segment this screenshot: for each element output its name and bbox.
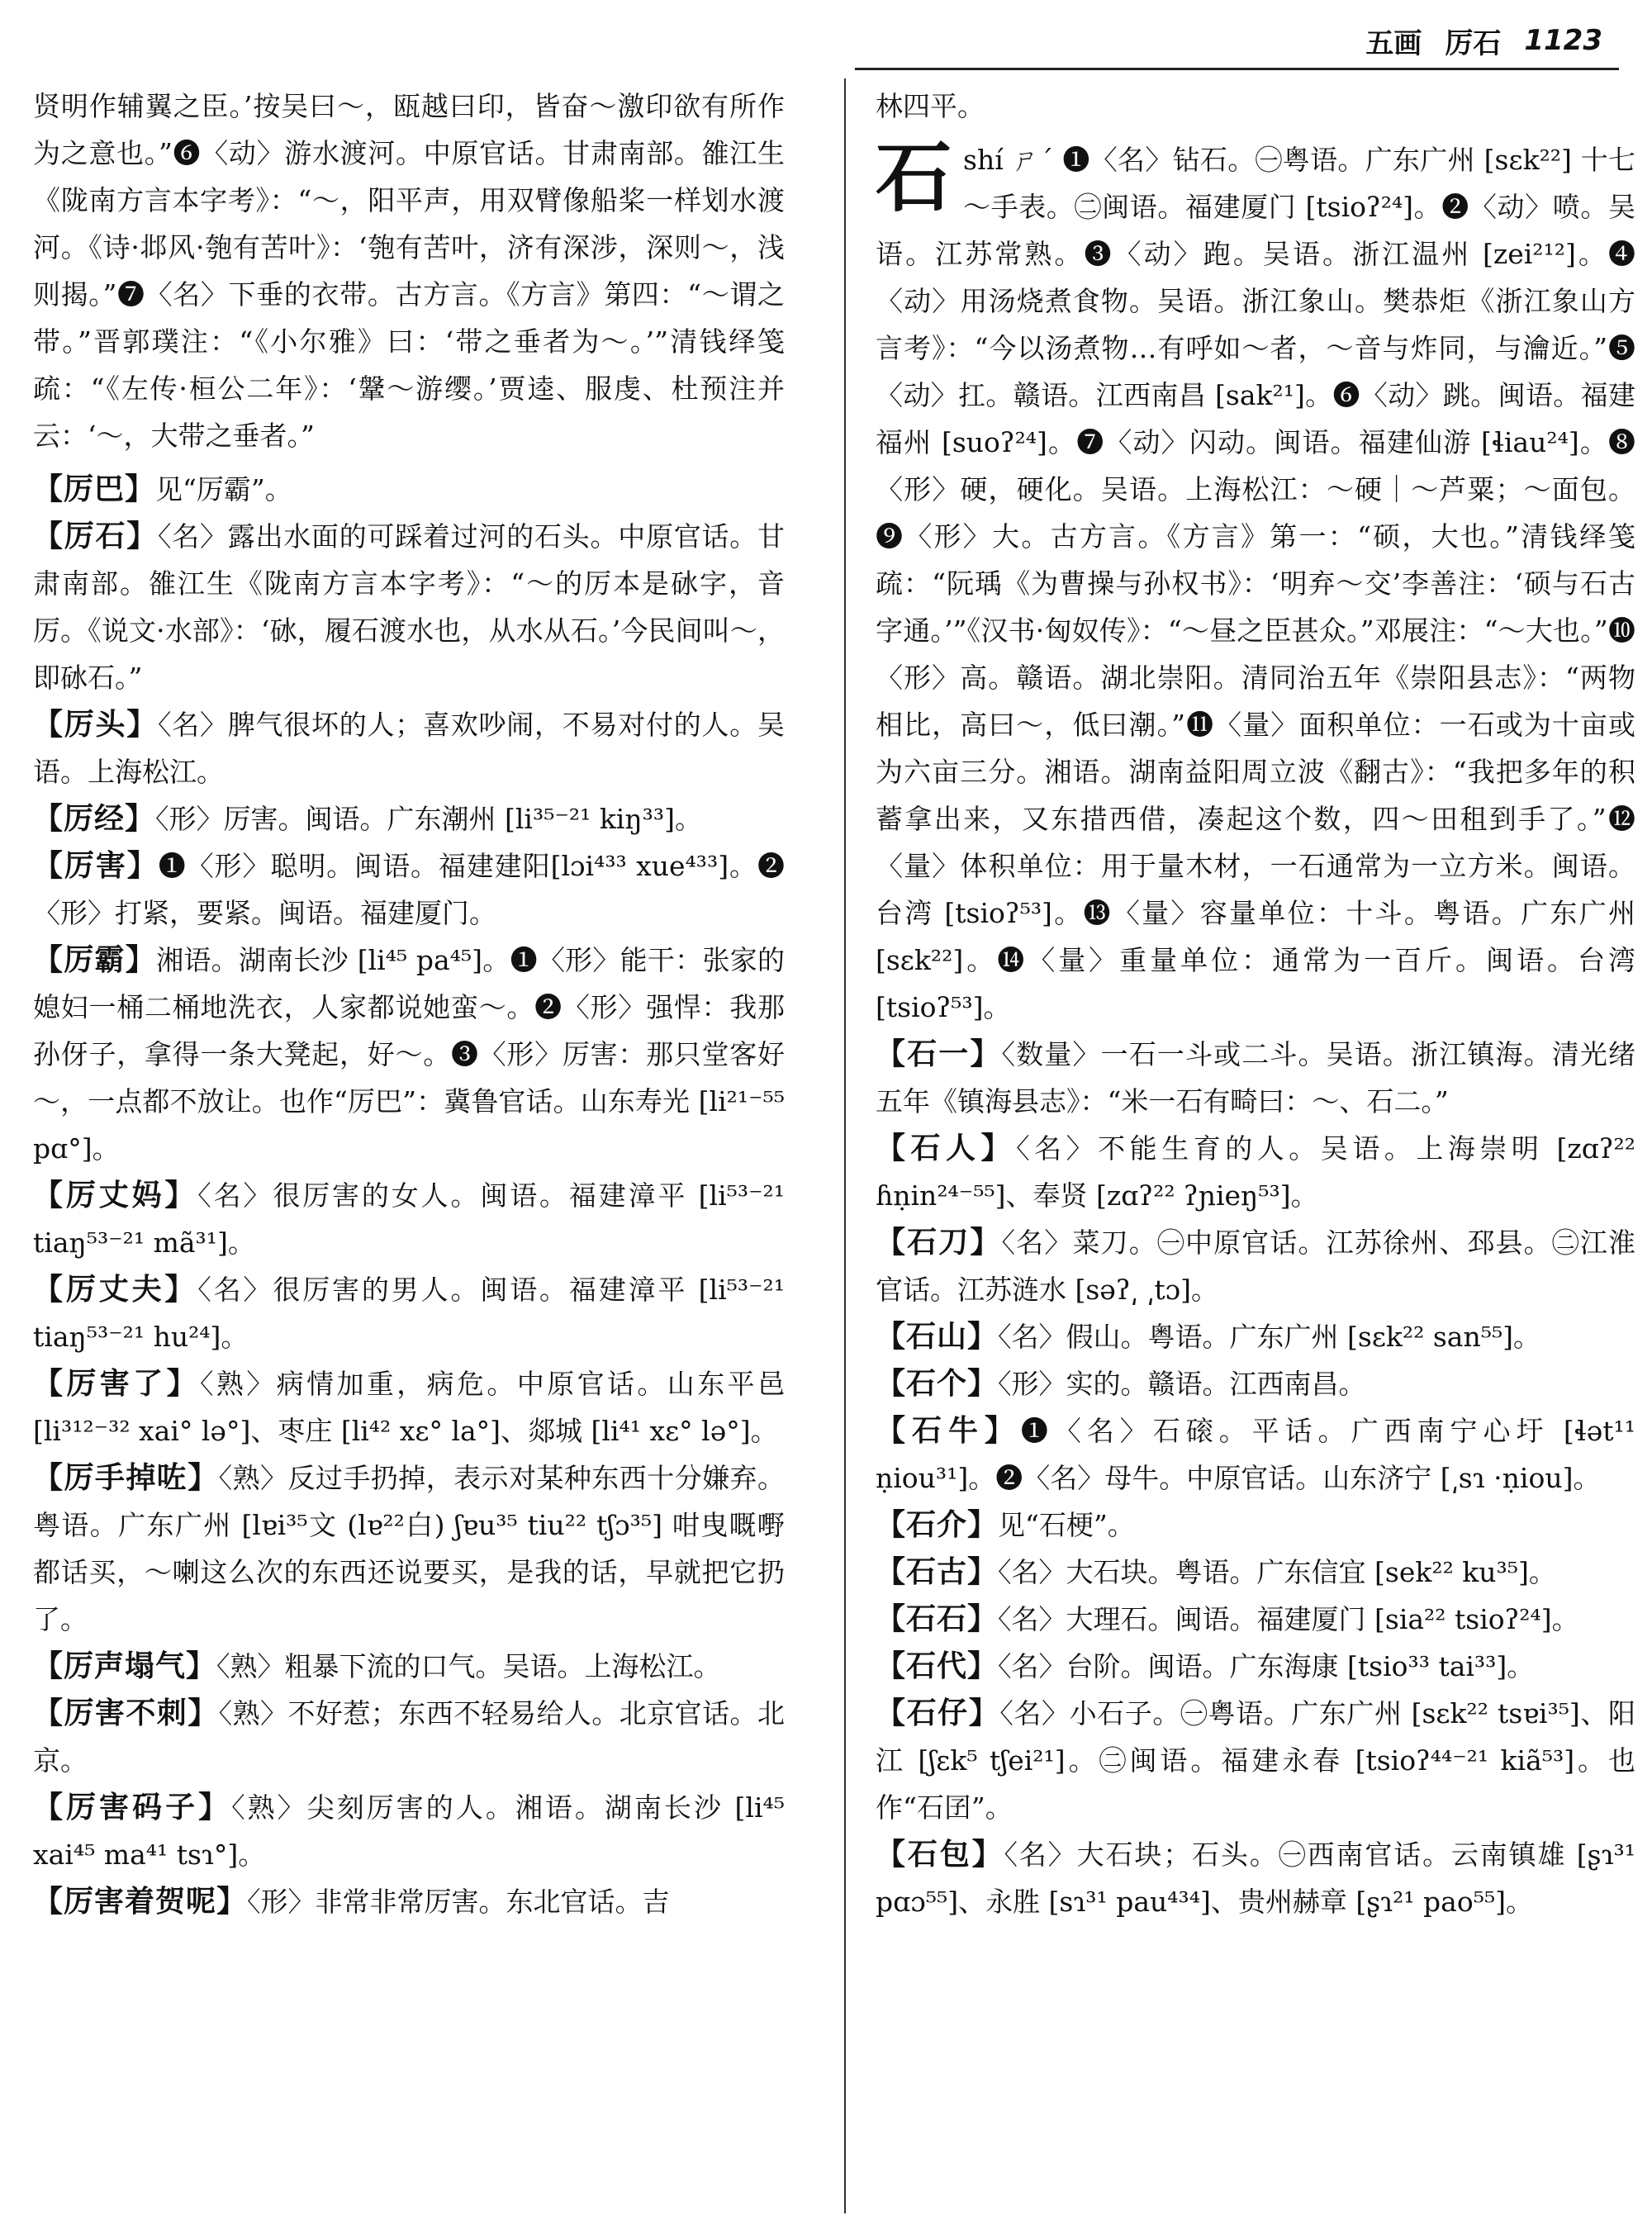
entry-definition: 〈熟〉不好惹；东西不轻易给人。北京官话。北京。	[33, 1697, 785, 1777]
dictionary-entry	[33, 1360, 785, 1454]
entry-definition: 〈名〉假山。粤语。广东广州 [sɛk²² san⁵⁵]。	[998, 1321, 1541, 1353]
dictionary-entry	[33, 701, 785, 795]
entry-headword: 【厉害不刺】	[33, 1696, 219, 1730]
entry-definition: 〈名〉很厉害的女人。闽语。福建漳平 [li⁵³⁻²¹ tiaŋ⁵³⁻²¹ mã³¹]。	[33, 1179, 785, 1259]
main-headword-char: 石	[876, 133, 952, 222]
entry-headword: 【厉丈夫】	[33, 1272, 198, 1307]
dictionary-entry	[33, 1878, 785, 1925]
dictionary-entry	[876, 1690, 1635, 1831]
entry-headword: 【厉害】	[33, 848, 159, 883]
entry-definition: 〈名〉露出水面的可踩着过河的石头。中原官话。甘肃南部。雒江生《陇南方言本字考》：“～的厉本是砅字，音厉。《说文·水部》：‘砅，履石渡水也，从水从石。’今民间叫～，即砅石。”	[33, 520, 785, 694]
entry-headword: 【厉害码子】	[33, 1790, 232, 1824]
entry-definition: ❶〈形〉聪明。闽语。福建建阳[lɔi⁴³³ xue⁴³³]。❷〈形〉打紧，要紧。闽语。福建厦门。	[33, 850, 785, 929]
entry-definition: 〈形〉非常非常厉害。东北官话。吉	[247, 1886, 670, 1918]
dictionary-entry	[33, 1266, 785, 1360]
entry-headword: 【石古】	[876, 1554, 999, 1589]
entry-headword: 【厉声塌气】	[33, 1649, 217, 1683]
dictionary-entry	[33, 1643, 785, 1690]
entry-headword: 【厉手掉咗】	[33, 1460, 219, 1495]
entry-headword: 【厉巴】	[33, 472, 156, 506]
entry-definition: 〈熟〉尖刻厉害的人。湘语。湖南长沙 [li⁴⁵ xai⁴⁵ ma⁴¹ tsɿ°]。	[33, 1791, 785, 1871]
entry-headword: 【石刀】	[876, 1225, 1002, 1260]
entry-definition: 〈名〉很厉害的男人。闽语。福建漳平 [li⁵³⁻²¹ tiaŋ⁵³⁻²¹ hu²⁴]。	[33, 1274, 785, 1353]
dictionary-entry	[876, 1596, 1635, 1643]
entry-definition: 〈数量〉一石一斗或二斗。吴语。浙江镇海。清光绪五年《镇海县志》：“米一石有畸曰：～、石二。”	[876, 1038, 1635, 1117]
dictionary-entry	[33, 1690, 785, 1784]
entry-definition: 〈名〉脾气很坏的人；喜欢吵闹，不易对付的人。吴语。上海松江。	[33, 709, 785, 788]
entry-headword: 【厉害了】	[33, 1366, 200, 1401]
entry-headword: 【石介】	[876, 1507, 999, 1542]
column-divider	[844, 78, 846, 2213]
dictionary-entry	[33, 466, 785, 513]
main-entry-text: shí ㄕˊ ❶〈名〉钻石。㊀粤语。广东广州 [sɛk²²] 十七～手表。㊁闽语。福建厦门 [tsioʔ²⁴]。❷〈动〉喷。吴语。江苏常熟。❸〈动〉跑。吴语。浙江温州 [zei²¹²]。❹〈动〉用汤烧煮食物。吴语。浙江象山。樊恭炬《浙江象山方言考》：“今以汤煮物…有呼如～者，～音与炸同，与瀹近。”❺〈动〉扛。赣语。江西南昌 [sak²¹]。❻〈动〉跳。闽语。福建福州 [suoʔ²⁴]。❼〈动〉闪动。闽语。福建仙游 [ɬiau²⁴]。❽〈形〉硬，硬化。吴语。上海松江：～硬｜～芦粟；～面包。❾〈形〉大。古方言。《方言》第一：“硕，大也。”清钱绎笺疏：“阮瑀《为曹操与孙权书》：‘明弃～交’李善注：‘硕与石古字通。’”《汉书·匈奴传》：“～昼之臣甚众。”邓展注：“～大也。”❿〈形〉高。赣语。湖北崇阳。清同治五年《崇阳县志》：“两物相比，高曰～，低曰潮。”⓫〈量〉面积单位：一石或为十亩或为六亩三分。湘语。湖南益阳周立波《翻古》：“我把多年的积蓄拿出来，又东措西借，凑起这个数，四～田租到手了。”⓬〈量〉体积单位：用于量木材，一石通常为一立方米。闽语。台湾 [tsioʔ⁵³]。⓭〈量〉容量单位：十斗。粤语。广东广州 [sɛk²²]。⓮〈量〉重量单位：通常为一百斤。闽语。台湾 [tsioʔ⁵³]。	[876, 144, 1635, 1023]
dictionary-entry	[33, 513, 785, 701]
entry-headword: 【石一】	[876, 1037, 1002, 1071]
dictionary-entry	[876, 1219, 1635, 1313]
page-number: 1123	[1524, 24, 1602, 57]
dictionary-entry	[876, 1643, 1635, 1690]
entry-definition: 〈熟〉反过手扔掉，表示对某种东西十分嫌弃。粤语。广东广州 [lɐi³⁵文 (lɐ²²白) ʃɐu³⁵ tiu²² tʃɔ³⁵] 咁曳嘅嘢都话买，～喇这么次的东西还说要买，是我的话，早就把它扔了。	[33, 1462, 785, 1635]
dictionary-entry	[33, 842, 785, 937]
dictionary-entry	[876, 1502, 1635, 1549]
entry-headword: 【厉经】	[33, 801, 156, 836]
dictionary-entry	[33, 937, 785, 1172]
dictionary-entry	[876, 1831, 1635, 1925]
dictionary-entry	[33, 1454, 785, 1643]
entry-definition: 〈形〉厉害。闽语。广东潮州 [li³⁵⁻²¹ kiŋ³³]。	[155, 803, 702, 835]
entry-headword: 【石包】	[876, 1837, 1004, 1872]
section-label: 五画	[1365, 26, 1422, 60]
dictionary-entry	[876, 1549, 1635, 1596]
entry-definition: 〈名〉大石块。粤语。广东信宜 [sek²² ku³⁵]。	[998, 1556, 1556, 1588]
entry-definition: 〈形〉实的。赣语。江西南昌。	[998, 1368, 1366, 1400]
entry-definition: ❶〈名〉石磙。平话。广西南宁心圩 [ɬət¹¹ ṇiou³¹]。❷〈名〉母牛。中原官话。山东济宁 [͵sɿ ·ṇiou]。	[876, 1415, 1635, 1494]
right-column	[876, 83, 1635, 1925]
entry-definition: 〈名〉菜刀。㊀中原官话。江苏徐州、邳县。㊁江淮官话。江苏涟水 [səʔ͵ ͵tɔ]。	[876, 1226, 1635, 1306]
dictionary-entry	[33, 1172, 785, 1266]
entry-definition: 见“石梗”。	[998, 1509, 1135, 1541]
entry-definition: 见“厉霸”。	[155, 473, 292, 505]
entry-definition: 湘语。湖南长沙 [li⁴⁵ pa⁴⁵]。❶〈形〉能干：张家的媳妇一桶二桶地洗衣，人家都说她蛮～。❷〈形〉强悍：我那孙伢子，拿得一条大凳起，好～。❸〈形〉厉害：那只堂客好～，一点都不放让。也作“厉巴”：冀鲁官话。山东寿光 [li²¹⁻⁵⁵ pɑ°]。	[33, 944, 785, 1165]
entry-definition: 〈熟〉粗暴下流的口气。吴语。上海松江。	[216, 1650, 721, 1682]
entry-headword: 【石石】	[876, 1601, 999, 1636]
entry-headword: 【厉丈妈】	[33, 1178, 198, 1212]
dictionary-entry	[876, 1031, 1635, 1125]
left-column	[33, 83, 785, 1925]
entry-headword: 【石代】	[876, 1649, 999, 1683]
continuation-text: 林四平。	[876, 90, 985, 122]
entry-headword: 【厉霸】	[33, 942, 157, 977]
continuation-text: 贤明作辅翼之臣。’按吴曰～，瓯越曰印，皆奋～激印欲有所作为之意也。”❻〈动〉游水渡河。中原官话。甘肃南部。雒江生《陇南方言本字考》：“～，阳平声，用双臂像船桨一样划水渡河。《诗·邶风·匏有苦叶》：‘匏有苦叶，济有深涉，深则～，浅则揭。”❼〈名〉下垂的衣带。古方言。《方言》第四：“～谓之带。”晋郭璞注：“《小尔雅》曰：‘带之垂者为～。’”清钱绎笺疏：“《左传·桓公二年》：‘鞶～游缨。’贾逵、服虔、杜预注并云：‘～，大带之垂者。”	[33, 90, 785, 452]
entry-definition: 〈名〉不能生育的人。吴语。上海崇明 [zɑʔ²² ɦṇin²⁴⁻⁵⁵]、奉贤 [zɑʔ²² ʔɲieŋ⁵³]。	[876, 1132, 1635, 1212]
dictionary-entry	[876, 1407, 1635, 1502]
entry-headword: 【厉头】	[33, 707, 158, 742]
entry-headword: 【厉石】	[33, 519, 158, 553]
running-headwords: 厉石	[1445, 26, 1502, 60]
entry-headword: 【石山】	[876, 1319, 999, 1354]
entry-headword: 【石个】	[876, 1366, 999, 1401]
dictionary-entry	[876, 1125, 1635, 1219]
entry-headword: 【石牛】	[876, 1413, 1021, 1448]
entry-headword: 【厉害着贺呢】	[33, 1884, 248, 1919]
entry-definition: 〈名〉台阶。闽语。广东海康 [tsio³³ tai³³]。	[998, 1650, 1535, 1682]
entry-headword: 【石人】	[876, 1131, 1017, 1165]
main-entry	[876, 133, 1635, 1031]
entry-definition: 〈名〉大理石。闽语。福建厦门 [sia²² tsioʔ²⁴]。	[998, 1603, 1579, 1635]
dictionary-entry	[33, 1784, 785, 1878]
entry-definition: 〈名〉小石子。㊀粤语。广东广州 [sɛk²² tsɐi³⁵]、阳江 [ʃɛk⁵ tʃei²¹]。㊁闽语。福建永春 [tsioʔ⁴⁴⁻²¹ kiã⁵³]。也作“石囝”。	[876, 1697, 1635, 1824]
page-header	[859, 17, 1602, 64]
entry-definition: 〈熟〉病情加重，病危。中原官话。山东平邑 [li³¹²⁻³² xai° lə°]、枣庄 [li⁴² xɛ° la°]、郯城 [li⁴¹ xɛ° lə°]。	[33, 1368, 785, 1447]
entry-definition: 〈名〉大石块；石头。㊀西南官话。云南镇雄 [ʂɿ³¹ pɑɔ⁵⁵]、永胜 [sɿ³¹ pau⁴³⁴]、贵州赫章 [ʂɿ²¹ pao⁵⁵]。	[876, 1839, 1635, 1918]
dictionary-entry	[876, 1313, 1635, 1360]
header-rule	[855, 68, 1619, 70]
dictionary-entry	[33, 795, 785, 842]
entry-headword: 【石仔】	[876, 1696, 1000, 1730]
dictionary-entry	[876, 1360, 1635, 1407]
